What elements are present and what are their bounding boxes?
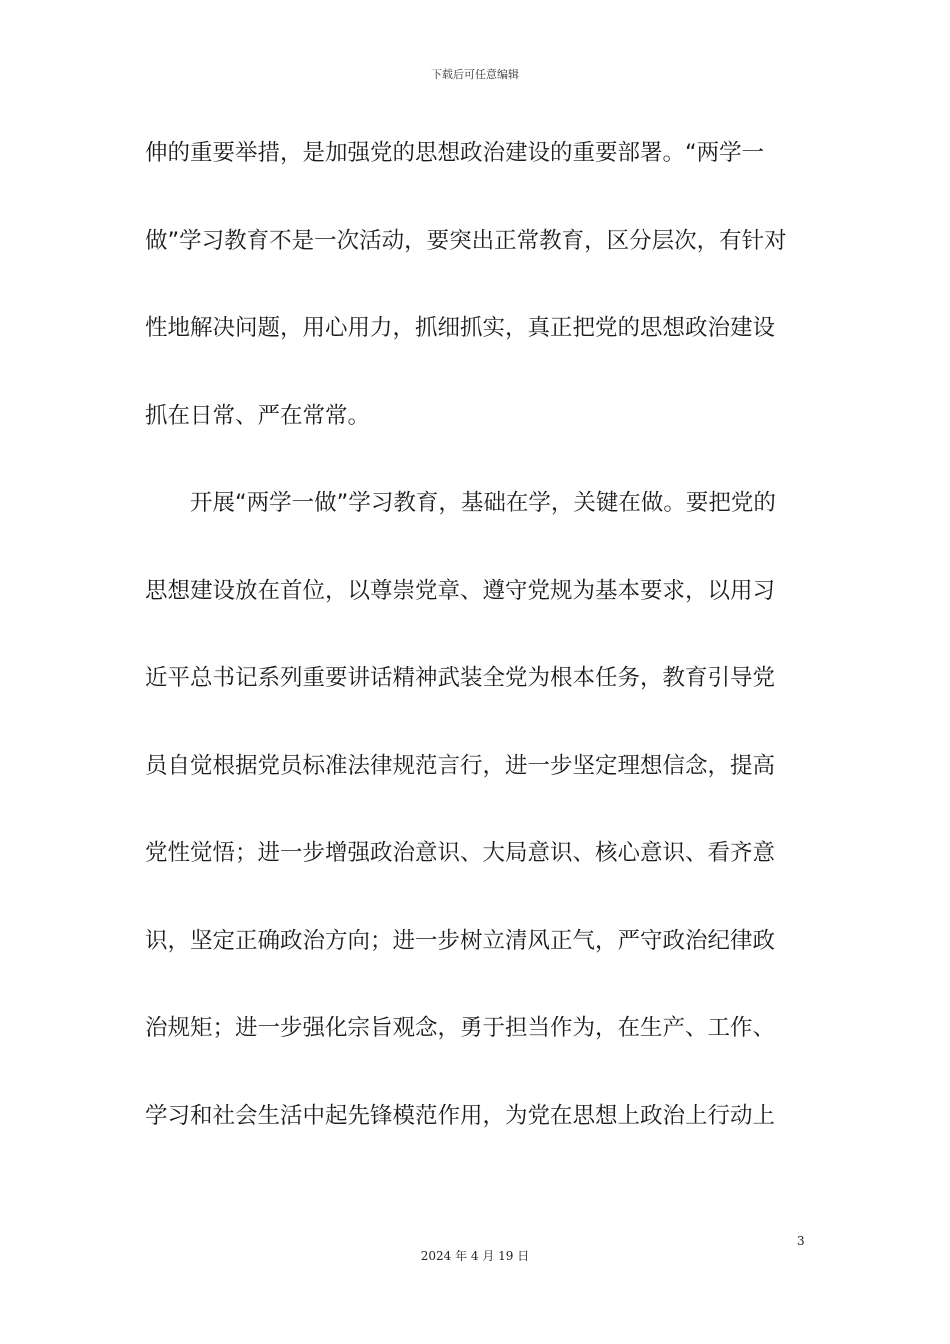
page-number: 3 [797,1234,805,1248]
text-line: 识，坚定正确政治方向；进一步树立清风正气，严守政治纪律政 [145,927,776,954]
text-line: 思想建设放在首位，以尊崇党章、遵守党规为基本要求，以用习 [145,577,776,604]
text-line: 性地解决问题，用心用力，抓细抓实，真正把党的思想政治建设 [145,315,776,341]
text-line: 做”学习教育不是一次活动，要突出正常教育，区分层次，有针对 [145,227,787,254]
document-body [145,131,805,1181]
text-line: 治规矩；进一步强化宗旨观念，勇于担当作为，在生产、工作、 [145,1015,776,1041]
text-line: 学习和社会生活中起先锋模范作用，为党在思想上政治上行动上 [145,1102,776,1129]
text-line: 员自觉根据党员标准法律规范言行，进一步坚定理想信念，提高 [145,752,776,779]
text-line: 抓在日常、严在常常。 [145,402,371,429]
text-line: 开展“两学一做”学习教育，基础在学，关键在做。要把党的 [145,490,776,516]
text-line: 近平总书记系列重要讲话精神武装全党为根本任务，教育引导党 [145,665,776,691]
footer-date: 2024 年 4 月 19 日 [420,1249,530,1263]
text-line: 党性觉悟；进一步增强政治意识、大局意识、核心意识、看齐意 [145,840,776,866]
page-header: 下载后可任意编辑 [431,68,519,81]
text-line: 伸的重要举措，是加强党的思想政治建设的重要部署。“两学一 [145,140,765,166]
